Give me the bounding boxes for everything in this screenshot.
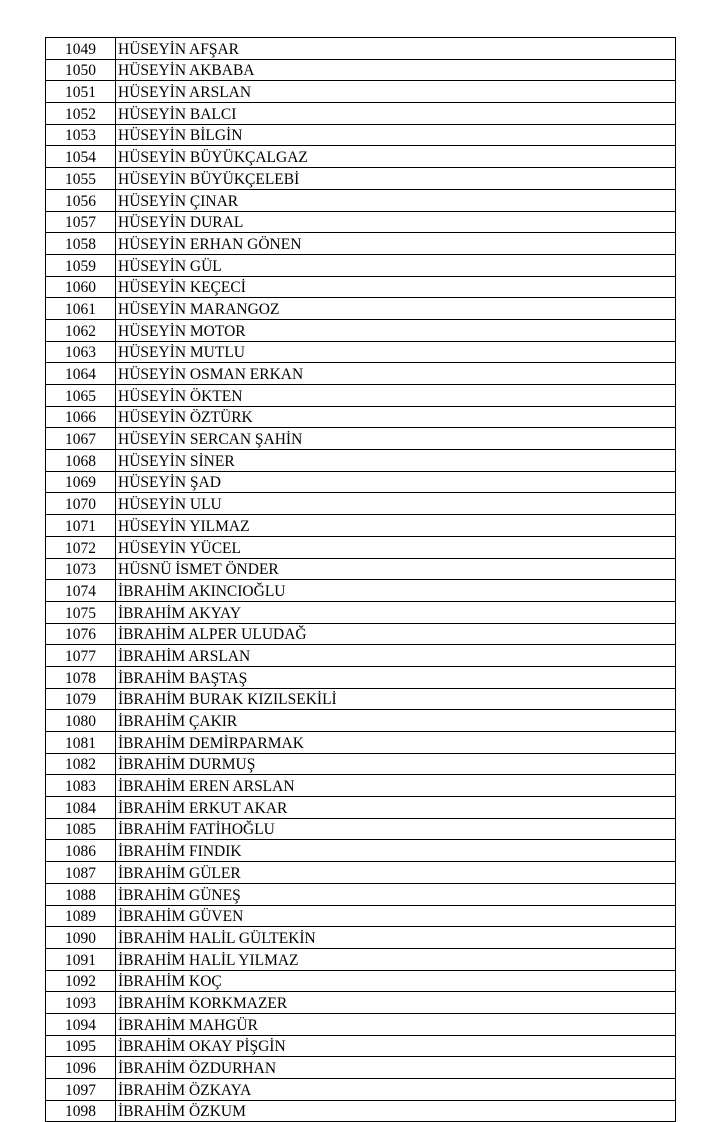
row-number-cell: 1083	[46, 775, 116, 797]
name-list-body	[46, 38, 676, 1122]
table-row	[46, 471, 676, 493]
person-name-cell: İBRAHİM EREN ARSLAN	[116, 775, 676, 797]
person-name-cell: İBRAHİM HALİL GÜLTEKİN	[116, 927, 676, 949]
row-number-cell: 1049	[46, 38, 116, 60]
row-number-cell: 1086	[46, 840, 116, 862]
person-name-cell: HÜSEYİN OSMAN ERKAN	[116, 363, 676, 385]
person-name-cell: İBRAHİM BURAK KIZILSEKİLİ	[116, 688, 676, 710]
table-row	[46, 59, 676, 81]
table-row	[46, 1013, 676, 1035]
row-number-cell: 1077	[46, 645, 116, 667]
table-row	[46, 363, 676, 385]
row-number-cell: 1064	[46, 363, 116, 385]
row-number-cell: 1056	[46, 189, 116, 211]
row-number-cell: 1050	[46, 59, 116, 81]
row-number-cell: 1071	[46, 515, 116, 537]
row-number-cell: 1095	[46, 1035, 116, 1057]
person-name-cell: HÜSEYİN BÜYÜKÇELEBİ	[116, 168, 676, 190]
row-number-cell: 1084	[46, 797, 116, 819]
person-name-cell: HÜSEYİN ÖZTÜRK	[116, 406, 676, 428]
table-row	[46, 753, 676, 775]
person-name-cell: İBRAHİM FATİHOĞLU	[116, 818, 676, 840]
person-name-cell: HÜSEYİN YÜCEL	[116, 536, 676, 558]
table-row	[46, 450, 676, 472]
table-row	[46, 710, 676, 732]
person-name-cell: HÜSEYİN BALCI	[116, 103, 676, 125]
person-name-cell: İBRAHİM DEMİRPARMAK	[116, 732, 676, 754]
name-list-table	[45, 37, 676, 1122]
row-number-cell: 1092	[46, 970, 116, 992]
row-number-cell: 1091	[46, 948, 116, 970]
row-number-cell: 1076	[46, 623, 116, 645]
person-name-cell: HÜSEYİN KEÇECİ	[116, 276, 676, 298]
person-name-cell: İBRAHİM OKAY PİŞGİN	[116, 1035, 676, 1057]
person-name-cell: HÜSEYİN MUTLU	[116, 341, 676, 363]
table-row	[46, 103, 676, 125]
person-name-cell: HÜSEYİN MOTOR	[116, 319, 676, 341]
row-number-cell: 1060	[46, 276, 116, 298]
table-row	[46, 515, 676, 537]
row-number-cell: 1072	[46, 536, 116, 558]
row-number-cell: 1094	[46, 1013, 116, 1035]
person-name-cell: HÜSEYİN ARSLAN	[116, 81, 676, 103]
table-row	[46, 341, 676, 363]
person-name-cell: İBRAHİM ÇAKIR	[116, 710, 676, 732]
row-number-cell: 1057	[46, 211, 116, 233]
person-name-cell: HÜSEYİN AFŞAR	[116, 38, 676, 60]
row-number-cell: 1080	[46, 710, 116, 732]
row-number-cell: 1082	[46, 753, 116, 775]
row-number-cell: 1052	[46, 103, 116, 125]
person-name-cell: HÜSNÜ İSMET ÖNDER	[116, 558, 676, 580]
person-name-cell: İBRAHİM KOÇ	[116, 970, 676, 992]
person-name-cell: İBRAHİM GÜVEN	[116, 905, 676, 927]
person-name-cell: HÜSEYİN ŞAD	[116, 471, 676, 493]
row-number-cell: 1069	[46, 471, 116, 493]
person-name-cell: İBRAHİM HALİL YILMAZ	[116, 948, 676, 970]
person-name-cell: İBRAHİM MAHGÜR	[116, 1013, 676, 1035]
table-row	[46, 905, 676, 927]
person-name-cell: İBRAHİM KORKMAZER	[116, 992, 676, 1014]
row-number-cell: 1053	[46, 124, 116, 146]
table-row	[46, 168, 676, 190]
row-number-cell: 1073	[46, 558, 116, 580]
person-name-cell: HÜSEYİN ÇINAR	[116, 189, 676, 211]
row-number-cell: 1079	[46, 688, 116, 710]
table-row	[46, 732, 676, 754]
row-number-cell: 1059	[46, 254, 116, 276]
table-row	[46, 536, 676, 558]
person-name-cell: HÜSEYİN ÖKTEN	[116, 385, 676, 407]
person-name-cell: HÜSEYİN ERHAN GÖNEN	[116, 233, 676, 255]
person-name-cell: İBRAHİM FINDIK	[116, 840, 676, 862]
row-number-cell: 1062	[46, 319, 116, 341]
person-name-cell: İBRAHİM AKINCIOĞLU	[116, 580, 676, 602]
row-number-cell: 1054	[46, 146, 116, 168]
table-row	[46, 818, 676, 840]
row-number-cell: 1061	[46, 298, 116, 320]
table-row	[46, 428, 676, 450]
row-number-cell: 1063	[46, 341, 116, 363]
person-name-cell: İBRAHİM ÖZDURHAN	[116, 1057, 676, 1079]
row-number-cell: 1088	[46, 883, 116, 905]
person-name-cell: İBRAHİM ÖZKAYA	[116, 1079, 676, 1101]
row-number-cell: 1098	[46, 1100, 116, 1122]
person-name-cell: HÜSEYİN MARANGOZ	[116, 298, 676, 320]
row-number-cell: 1090	[46, 927, 116, 949]
person-name-cell: HÜSEYİN GÜL	[116, 254, 676, 276]
row-number-cell: 1074	[46, 580, 116, 602]
table-row	[46, 189, 676, 211]
person-name-cell: İBRAHİM GÜLER	[116, 862, 676, 884]
table-row	[46, 1100, 676, 1122]
row-number-cell: 1093	[46, 992, 116, 1014]
row-number-cell: 1081	[46, 732, 116, 754]
person-name-cell: HÜSEYİN AKBABA	[116, 59, 676, 81]
person-name-cell: HÜSEYİN SİNER	[116, 450, 676, 472]
person-name-cell: İBRAHİM DURMUŞ	[116, 753, 676, 775]
table-row	[46, 38, 676, 60]
table-row	[46, 927, 676, 949]
person-name-cell: İBRAHİM BAŞTAŞ	[116, 666, 676, 688]
row-number-cell: 1065	[46, 385, 116, 407]
person-name-cell: İBRAHİM ÖZKUM	[116, 1100, 676, 1122]
person-name-cell: HÜSEYİN SERCAN ŞAHİN	[116, 428, 676, 450]
table-row	[46, 276, 676, 298]
table-row	[46, 862, 676, 884]
table-row	[46, 1079, 676, 1101]
row-number-cell: 1085	[46, 818, 116, 840]
row-number-cell: 1075	[46, 601, 116, 623]
person-name-cell: İBRAHİM AKYAY	[116, 601, 676, 623]
row-number-cell: 1078	[46, 666, 116, 688]
table-row	[46, 493, 676, 515]
table-row	[46, 840, 676, 862]
table-row	[46, 1057, 676, 1079]
table-row	[46, 558, 676, 580]
person-name-cell: İBRAHİM ARSLAN	[116, 645, 676, 667]
table-row	[46, 233, 676, 255]
table-row	[46, 666, 676, 688]
person-name-cell: HÜSEYİN YILMAZ	[116, 515, 676, 537]
row-number-cell: 1067	[46, 428, 116, 450]
person-name-cell: İBRAHİM ERKUT AKAR	[116, 797, 676, 819]
table-row	[46, 319, 676, 341]
table-row	[46, 645, 676, 667]
table-row	[46, 623, 676, 645]
person-name-cell: HÜSEYİN ULU	[116, 493, 676, 515]
row-number-cell: 1058	[46, 233, 116, 255]
table-row	[46, 211, 676, 233]
row-number-cell: 1066	[46, 406, 116, 428]
table-row	[46, 688, 676, 710]
row-number-cell: 1089	[46, 905, 116, 927]
table-row	[46, 1035, 676, 1057]
table-row	[46, 970, 676, 992]
table-row	[46, 992, 676, 1014]
person-name-cell: İBRAHİM ALPER ULUDAĞ	[116, 623, 676, 645]
table-row	[46, 254, 676, 276]
row-number-cell: 1070	[46, 493, 116, 515]
person-name-cell: HÜSEYİN DURAL	[116, 211, 676, 233]
table-row	[46, 775, 676, 797]
table-row	[46, 81, 676, 103]
person-name-cell: HÜSEYİN BÜYÜKÇALGAZ	[116, 146, 676, 168]
table-row	[46, 146, 676, 168]
row-number-cell: 1097	[46, 1079, 116, 1101]
table-row	[46, 948, 676, 970]
table-row	[46, 298, 676, 320]
row-number-cell: 1055	[46, 168, 116, 190]
table-row	[46, 580, 676, 602]
table-row	[46, 883, 676, 905]
person-name-cell: İBRAHİM GÜNEŞ	[116, 883, 676, 905]
person-name-cell: HÜSEYİN BİLGİN	[116, 124, 676, 146]
table-row	[46, 385, 676, 407]
table-row	[46, 797, 676, 819]
table-row	[46, 124, 676, 146]
row-number-cell: 1087	[46, 862, 116, 884]
row-number-cell: 1068	[46, 450, 116, 472]
row-number-cell: 1051	[46, 81, 116, 103]
table-row	[46, 406, 676, 428]
table-row	[46, 601, 676, 623]
row-number-cell: 1096	[46, 1057, 116, 1079]
